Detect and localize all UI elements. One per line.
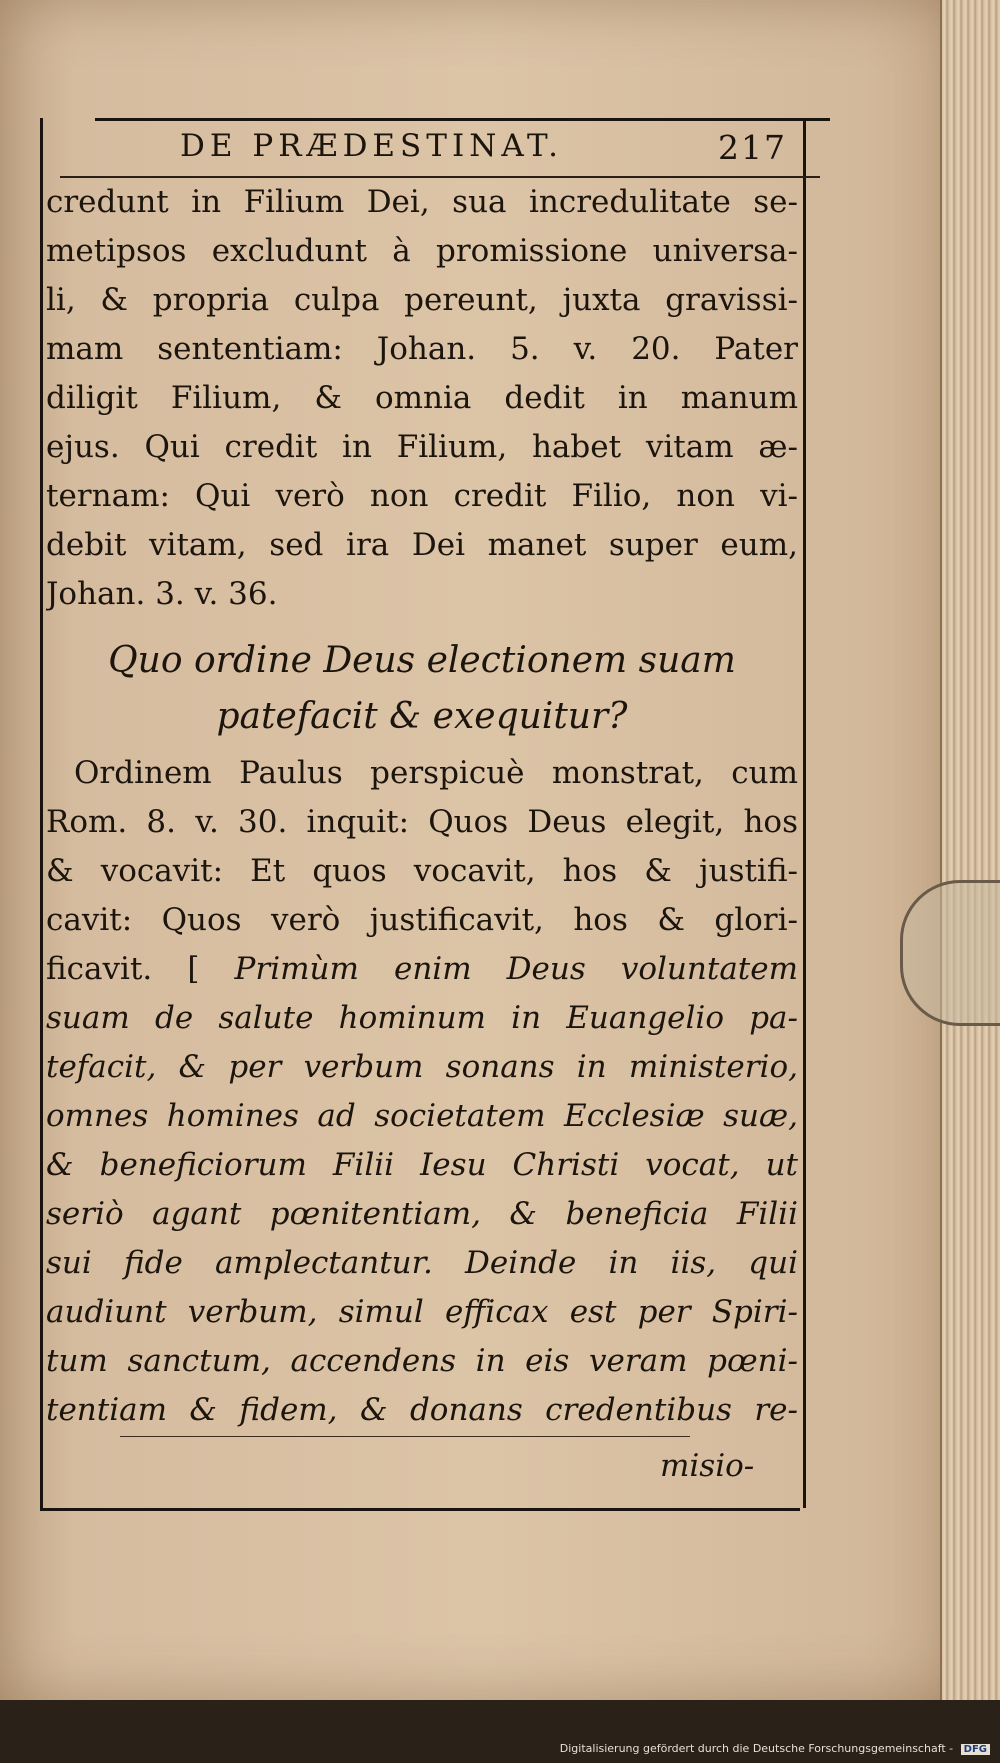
catchword: misio- (660, 1448, 755, 1484)
text-line: Johan. 3. v. 36. (46, 576, 278, 612)
viewer-footer (0, 1700, 1000, 1763)
running-head: DE PRÆDESTINAT. (180, 128, 564, 164)
italic-line: tentiam & fidem, & donans credentibus re- (46, 1392, 798, 1428)
italic-line: seriò agant pœnitentiam, & beneficia Filii (46, 1196, 798, 1232)
foot-rule (120, 1436, 690, 1437)
text-block (46, 178, 798, 1435)
italic-line: suam de salute hominum in Euangelio pa- (46, 1000, 798, 1036)
italic-segment: Primùm enim Deus voluntatem (234, 951, 798, 987)
page-edges (940, 0, 1000, 1700)
text-line: cavit: Quos verò justificavit, hos & glori- (46, 902, 798, 938)
text-line: Rom. 8. v. 30. inquit: Quos Deus elegit, hos (46, 804, 798, 840)
page-number: 217 (718, 128, 787, 167)
section-heading-line: patefacit & exequitur? (216, 696, 628, 737)
text-line: metipsos excludunt à promissione universa- (46, 233, 798, 269)
italic-line: sui fide amplectantur. Deinde in iis, qui (46, 1245, 798, 1281)
section-heading-line: Quo ordine Deus electionem suam (108, 640, 736, 681)
bottom-rule (40, 1508, 800, 1511)
text-line: credunt in Filium Dei, sua incredulitate se- (46, 184, 798, 220)
roman-segment: ficavit. [ (46, 951, 200, 987)
text-line: ejus. Qui credit in Filium, habet vitam æ- (46, 429, 798, 465)
credit-text: Digitalisierung gefördert durch die Deutsche Forschungsgemeinschaft - (559, 1742, 954, 1755)
italic-line: & beneficiorum Filii Iesu Christi vocat, ut (46, 1147, 798, 1183)
digitization-credit (560, 1742, 990, 1755)
top-rule (95, 118, 830, 121)
text-line: li, & propria culpa pereunt, juxta gravissi- (46, 282, 798, 318)
text-line: ternam: Qui verò non credit Filio, non vi- (46, 478, 798, 514)
text-line-mixed (46, 945, 798, 994)
text-line: diligit Filium, & omnia dedit in manum (46, 380, 798, 416)
dfg-logo: DFG (961, 1744, 990, 1755)
italic-line: audiunt verbum, simul efficax est per Spiri- (46, 1294, 798, 1330)
text-line: mam sententiam: Johan. 5. v. 20. Pater (46, 331, 798, 367)
text-line: & vocavit: Et quos vocavit, hos & justifi- (46, 853, 798, 889)
text-line: Ordinem Paulus perspicuè monstrat, cum (74, 755, 798, 791)
bookmark-tab (900, 880, 1000, 1026)
italic-line: omnes homines ad societatem Ecclesiæ suæ, (46, 1098, 798, 1134)
text-line: debit vitam, sed ira Dei manet super eum, (46, 527, 798, 563)
italic-line: tefacit, & per verbum sonans in ministerio, (46, 1049, 798, 1085)
italic-line: tum sanctum, accendens in eis veram pœni- (46, 1343, 798, 1379)
